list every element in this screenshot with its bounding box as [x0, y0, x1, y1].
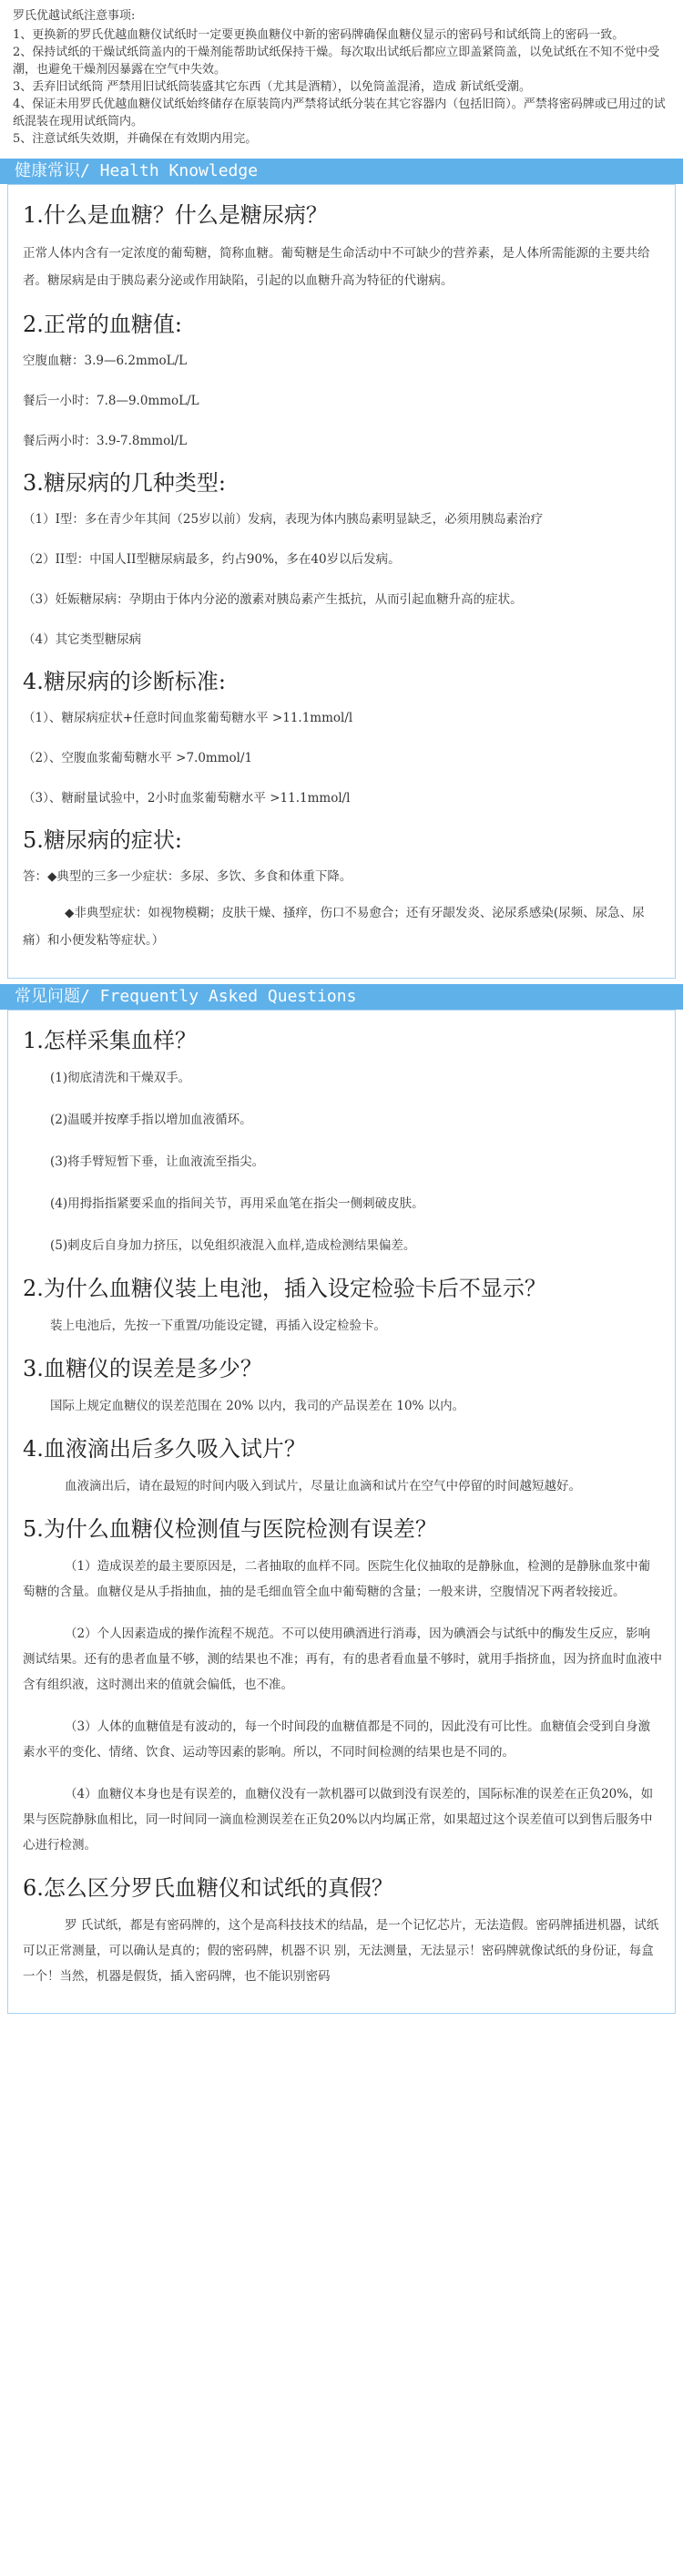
- glucose-value-line: 空腹血糖：3.9—6.2mmoL/L: [23, 354, 188, 368]
- notice-title: 罗氏优越试纸注意事项:: [13, 9, 136, 23]
- faq-step: (4)用拇指指紧要采血的指间关节，再用采血笔在指尖一侧刺破皮肤。: [50, 1196, 424, 1211]
- section-title: 1.什么是血糖？什么是糖尿病？: [23, 202, 328, 228]
- faq-paragraph: （2）个人因素造成的操作流程不规范。不可以使用碘酒进行消毒，因为碘酒会与试纸中的酶发生反应，影响测试结果。还有的患者血量不够，测的结果也不准；再有，有的患者看血量不够时，就用手指挤血，因为挤血时血液中含有组织液，这时测出来的值就会偏低，也不准。: [23, 1627, 662, 1692]
- faq-answer: 国际上规定血糖仪的误差范围在 20% 以内，我司的产品误差在 10% 以内。: [50, 1399, 465, 1413]
- diagnosis-line: （3）、糖耐量试验中，2小时血浆葡萄糖水平 >11.1mmol/l: [23, 791, 351, 806]
- glucose-value-line: 餐后两小时：3.9-7.8mmol/L: [23, 434, 188, 448]
- section-text: 正常人体内含有一定浓度的葡萄糖，简称血糖。葡萄糖是生命活动中不可缺少的营养素，是人体所需能源的主要共给者。糖尿病是由于胰岛素分泌或作用缺陷，引起的以血糖升高为特征的代谢病。: [23, 246, 650, 288]
- faq-answer: 罗 氏试纸，都是有密码牌的，这个是高科技技术的结晶，是一个记忆芯片，无法造假。密码牌插进机器，试纸可以正常测量，可以确认是真的；假的密码牌，机器不识 别，无法测量，无法显示！密码牌就像试纸的身份证，每盒一个！当然，机器是假货，插入密码牌，也不能识别密码: [23, 1918, 659, 1984]
- section-title: 4.糖尿病的诊断标准:: [23, 669, 226, 694]
- faq-question: 3.血糖仪的误差是多少？: [23, 1356, 262, 1381]
- notice-item: 2、保持试纸的干燥试纸筒盖内的干燥剂能帮助试纸保持干燥。每次取出试纸后都应立即盖紧筒盖，以免试纸在不知不觉中受潮，也避免干燥剂因暴露在空气中失效。: [13, 46, 660, 77]
- section-title: 2.正常的血糖值:: [23, 312, 182, 337]
- health-knowledge-card: [7, 184, 676, 979]
- faq-step: (2)温暖并按摩手指以增加血液循环。: [50, 1113, 252, 1127]
- diabetes-type-line: （3）妊娠糖尿病：孕期由于体内分泌的激素对胰岛素产生抵抗，从而引起血糖升高的症状。: [23, 592, 523, 607]
- faq-question: 6.怎么区分罗氏血糖仪和试纸的真假？: [23, 1875, 393, 1901]
- faq-step: (1)彻底清洗和干燥双手。: [50, 1071, 191, 1085]
- faq-step: (5)刺皮后自身加力挤压，以免组织液混入血样,造成检测结果偏差。: [50, 1238, 416, 1253]
- faq-paragraph: （1）造成误差的最主要原因是，二者抽取的血样不同。医院生化仪抽取的是静脉血，检测的是静脉血浆中葡萄糖的含量。血糖仪是从手指抽血，抽的是毛细血管全血中葡萄糖的含量；一般来讲，空腹情况下两者较接近。: [23, 1559, 651, 1599]
- faq-paragraph: （3）人体的血糖值是有波动的，每一个时间段的血糖值都是不同的，因此没有可比性。血糖值会受到自身激素水平的变化、情绪、饮食、运动等因素的影响。所以，不同时间检测的结果也是不同的。: [23, 1719, 651, 1760]
- faq-question: 5.为什么血糖仪检测值与医院检测有误差？: [23, 1516, 437, 1542]
- health-knowledge-header: 健康常识/ Health Knowledge: [0, 159, 683, 184]
- section-title: 5.糖尿病的症状:: [23, 827, 182, 853]
- faq-answer: 装上电池后，先按一下重置/功能设定键，再插入设定检验卡。: [50, 1319, 387, 1333]
- diabetes-type-line: （4）其它类型糖尿病: [23, 632, 142, 647]
- faq-answer: 血液滴出后，请在最短的时间内吸入到试片，尽量让血滴和试片在空气中停留的时间越短越好。: [65, 1479, 581, 1493]
- glucose-value-line: 餐后一小时：7.8—9.0mmoL/L: [23, 394, 199, 408]
- faq-question: 4.血液滴出后多久吸入试片？: [23, 1436, 306, 1462]
- symptom-line: 答：◆典型的三多一少症状：多尿、多饮、多食和体重下降。: [23, 869, 352, 884]
- notice-item: 4、保证未用罗氏优越血糖仪试纸始终储存在原装筒内严禁将试纸分装在其它容器内（包括旧筒）。严禁将密码牌或已用过的试纸混装在现用试纸筒内。: [13, 97, 666, 128]
- faq-step: (3)将手臂短暂下垂，让血液流至指尖。: [50, 1155, 265, 1169]
- faq-question: 2.为什么血糖仪装上电池，插入设定检验卡后不显示？: [23, 1276, 546, 1301]
- symptom-line: ◆非典型症状：如视物模糊；皮肤干燥、搔痒，伤口不易愈合；还有牙龈发炎、泌尿系感染(尿频、尿急、尿痛）和小便发粘等症状。）: [23, 906, 645, 948]
- diagnosis-line: （1）、糖尿病症状+任意时间血浆葡萄糖水平 >11.1mmol/l: [23, 711, 353, 725]
- notice-item: 1、更换新的罗氏优越血糖仪试纸时一定要更换血糖仪中新的密码牌确保血糖仪显示的密码号和试纸筒上的密码一致。: [13, 28, 625, 42]
- notice-item: 5、注意试纸失效期，并确保在有效期内用完。: [13, 132, 258, 146]
- notice-item: 3、丢弃旧试纸筒 严禁用旧试纸筒装盛其它东西（尤其是酒精），以免筒盖混淆，造成 新试纸受潮。: [13, 80, 532, 94]
- faq-question: 1.怎样采集血样？: [23, 1028, 197, 1053]
- diagnosis-line: （2）、空腹血浆葡萄糖水平 >7.0mmol/1: [23, 751, 253, 765]
- faq-card: [7, 1010, 676, 2014]
- notice-section: [0, 0, 683, 153]
- section-title: 3.糖尿病的几种类型:: [23, 470, 226, 496]
- faq-header: 常见问题/ Frequently Asked Questions: [0, 984, 683, 1010]
- faq-paragraph: （4）血糖仪本身也是有误差的，血糖仪没有一款机器可以做到没有误差的，国际标准的误差在正负20%，如果与医院静脉血相比，同一时间同一滴血检测误差在正负20%以内均属正常，如果超过这个误差值可以到售后服务中心进行检测。: [23, 1787, 654, 1852]
- diabetes-type-line: （2）II型：中国人II型糖尿病最多，约占90%，多在40岁以后发病。: [23, 552, 401, 567]
- diabetes-type-line: （1）I型：多在青少年其间（25岁以前）发病，表现为体内胰岛素明显缺乏，必须用胰岛素治疗: [23, 512, 544, 527]
